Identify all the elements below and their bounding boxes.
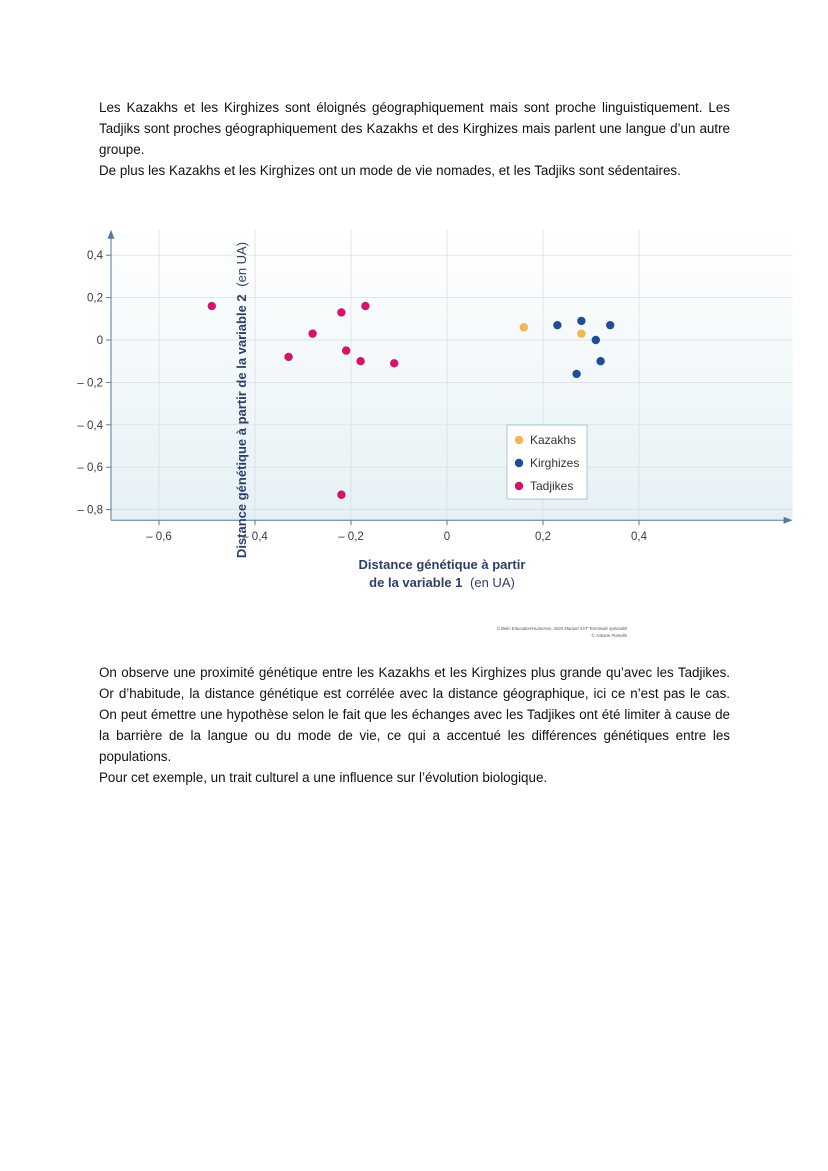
data-point	[342, 346, 350, 354]
y-tick-label: 0,4	[87, 250, 103, 263]
data-point	[337, 491, 345, 499]
y-tick-label: – 0,2	[77, 377, 103, 390]
x-tick-label: – 0,6	[146, 531, 172, 544]
x-tick-label: – 0,4	[242, 531, 268, 544]
y-tick-label: – 0,6	[77, 462, 103, 475]
credit-line1: © Belin Education/Humensis, 2020 Manuel SVT Terminale spécialité	[496, 626, 627, 631]
legend-marker	[515, 482, 523, 490]
y-tick-label: – 0,4	[77, 419, 103, 432]
data-point	[572, 370, 580, 378]
conclusion-paragraph	[99, 662, 730, 788]
x-tick-label: – 0,2	[338, 531, 364, 544]
data-point	[308, 329, 316, 337]
legend-label: Kazakhs	[530, 433, 577, 447]
y-axis-title-text: Distance génétique à partir de la variable 2	[234, 294, 249, 559]
data-point	[592, 336, 600, 344]
x-axis-unit: (en UA)	[470, 575, 515, 590]
data-point	[390, 359, 398, 367]
legend-marker	[515, 436, 523, 444]
legend	[507, 425, 587, 499]
conclusion-text-1: On observe une proximité génétique entre les Kazakhs et les Kirghizes plus grande qu’avec les Tadjikes. Or d’habitude, la distance génétique est corrélée avec la distance géographique, ici ce n’est pas le cas. On peut émettre une hypothèse selon le fait que les échanges avec les Tadjikes ont été limiter à cause de la barrière de la langue ou du mode de vie, ce qui a accentué les différences génétiques entre les populations.	[99, 665, 730, 764]
y-tick-label: 0	[96, 335, 103, 347]
x-tick-label: 0,4	[631, 531, 647, 544]
y-tick-label: – 0,8	[77, 504, 103, 517]
x-tick-label: 0,2	[535, 531, 551, 544]
intro-text-2: De plus les Kazakhs et les Kirghizes ont un mode de vie nomades, et les Tadjiks sont sédentaires.	[99, 163, 681, 178]
legend-label: Tadjikes	[530, 479, 574, 493]
data-point	[520, 323, 528, 331]
data-point	[577, 317, 585, 325]
legend-marker	[515, 459, 523, 467]
data-point	[337, 308, 345, 316]
plot-background	[111, 230, 793, 520]
data-point	[361, 302, 369, 310]
intro-text-1: Les Kazakhs et les Kirghizes sont éloignés géographiquement mais sont proche linguistiquement. Les Tadjiks sont proches géographiquement des Kazakhs et des Kirghizes mais parlent une langue d’un autre groupe.	[99, 100, 730, 157]
legend-label: Kirghizes	[530, 456, 580, 470]
y-axis-unit: (en UA)	[234, 241, 249, 287]
data-point	[606, 321, 614, 329]
x-axis-title-line1: Distance génétique à partir	[358, 557, 526, 572]
data-point	[553, 321, 561, 329]
x-axis-title-line2	[369, 575, 515, 590]
y-tick-label: 0,2	[87, 292, 103, 305]
data-point	[284, 353, 292, 361]
data-point	[596, 357, 604, 365]
conclusion-text-2: Pour cet exemple, un trait culturel a une influence sur l’évolution biologique.	[99, 770, 548, 785]
data-point	[577, 329, 585, 337]
credit-line2: © Antoine Pomella	[591, 633, 627, 638]
data-point	[356, 357, 364, 365]
x-tick-label: 0	[443, 531, 451, 544]
data-point	[208, 302, 216, 310]
x-axis-title-text: de la variable 1	[369, 575, 463, 590]
